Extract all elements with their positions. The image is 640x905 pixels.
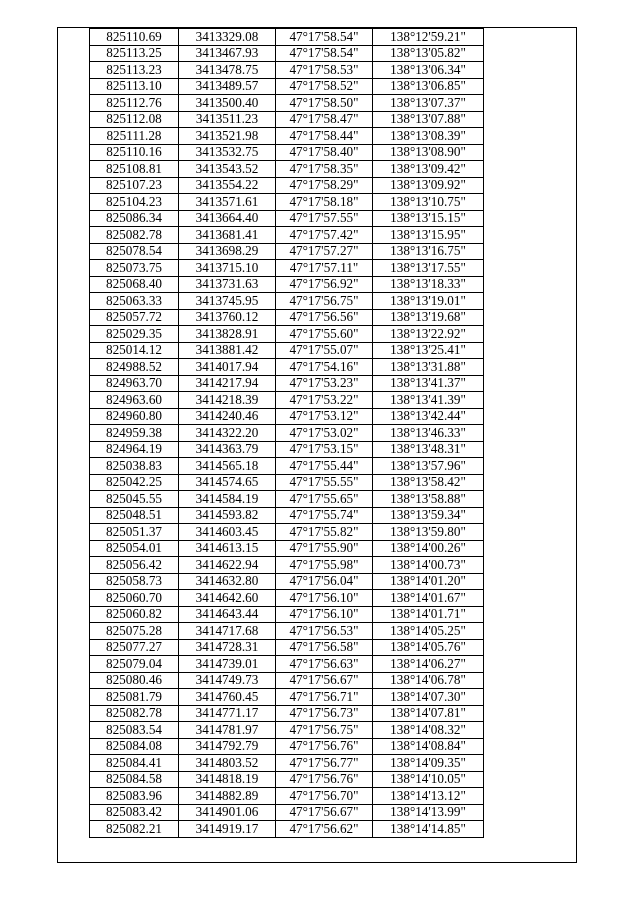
longitude-cell: 138°13'41.39"	[373, 392, 484, 409]
longitude-cell: 138°13'07.37"	[373, 95, 484, 112]
easting-cell: 825082.78	[90, 705, 179, 722]
longitude-cell: 138°13'17.55"	[373, 260, 484, 277]
easting-cell: 825014.12	[90, 342, 179, 359]
longitude-cell: 138°14'01.20"	[373, 573, 484, 590]
northing-cell: 3414749.73	[179, 672, 276, 689]
northing-cell: 3414781.97	[179, 722, 276, 739]
northing-cell: 3413681.41	[179, 227, 276, 244]
northing-cell: 3413532.75	[179, 144, 276, 161]
easting-cell: 825079.04	[90, 656, 179, 673]
longitude-cell: 138°13'08.90"	[373, 144, 484, 161]
table-row	[90, 128, 484, 145]
latitude-cell: 47°17'55.74"	[276, 507, 373, 524]
easting-cell: 825081.79	[90, 689, 179, 706]
table-row	[90, 210, 484, 227]
latitude-cell: 47°17'58.52"	[276, 78, 373, 95]
table-row	[90, 771, 484, 788]
table-row	[90, 639, 484, 656]
northing-cell: 3413467.93	[179, 45, 276, 62]
longitude-cell: 138°13'58.88"	[373, 491, 484, 508]
easting-cell: 825077.27	[90, 639, 179, 656]
latitude-cell: 47°17'58.47"	[276, 111, 373, 128]
table-row	[90, 738, 484, 755]
longitude-cell: 138°14'05.76"	[373, 639, 484, 656]
longitude-cell: 138°13'46.33"	[373, 425, 484, 442]
table-row	[90, 606, 484, 623]
latitude-cell: 47°17'56.76"	[276, 771, 373, 788]
northing-cell: 3414771.17	[179, 705, 276, 722]
latitude-cell: 47°17'55.44"	[276, 458, 373, 475]
latitude-cell: 47°17'54.16"	[276, 359, 373, 376]
northing-cell: 3413329.08	[179, 29, 276, 46]
easting-cell: 825068.40	[90, 276, 179, 293]
table-row	[90, 755, 484, 772]
coordinates-table-body	[90, 29, 484, 838]
northing-cell: 3413828.91	[179, 326, 276, 343]
latitude-cell: 47°17'56.70"	[276, 788, 373, 805]
longitude-cell: 138°14'05.25"	[373, 623, 484, 640]
latitude-cell: 47°17'56.76"	[276, 738, 373, 755]
table-row	[90, 45, 484, 62]
easting-cell: 825104.23	[90, 194, 179, 211]
longitude-cell: 138°13'07.88"	[373, 111, 484, 128]
northing-cell: 3414717.68	[179, 623, 276, 640]
latitude-cell: 47°17'58.40"	[276, 144, 373, 161]
table-row	[90, 342, 484, 359]
table-row	[90, 540, 484, 557]
northing-cell: 3414622.94	[179, 557, 276, 574]
easting-cell: 825080.46	[90, 672, 179, 689]
longitude-cell: 138°14'13.12"	[373, 788, 484, 805]
northing-cell: 3414792.79	[179, 738, 276, 755]
longitude-cell: 138°13'42.44"	[373, 408, 484, 425]
easting-cell: 825073.75	[90, 260, 179, 277]
latitude-cell: 47°17'53.12"	[276, 408, 373, 425]
latitude-cell: 47°17'58.18"	[276, 194, 373, 211]
easting-cell: 825029.35	[90, 326, 179, 343]
easting-cell: 825057.72	[90, 309, 179, 326]
coordinates-table	[89, 28, 484, 838]
latitude-cell: 47°17'56.04"	[276, 573, 373, 590]
latitude-cell: 47°17'56.53"	[276, 623, 373, 640]
northing-cell: 3413511.23	[179, 111, 276, 128]
northing-cell: 3413760.12	[179, 309, 276, 326]
easting-cell: 825082.21	[90, 821, 179, 838]
easting-cell: 825110.69	[90, 29, 179, 46]
northing-cell: 3414739.01	[179, 656, 276, 673]
table-row	[90, 111, 484, 128]
easting-cell: 825060.70	[90, 590, 179, 607]
table-row	[90, 573, 484, 590]
table-row	[90, 524, 484, 541]
easting-cell: 825084.41	[90, 755, 179, 772]
longitude-cell: 138°13'15.15"	[373, 210, 484, 227]
easting-cell: 825082.78	[90, 227, 179, 244]
easting-cell: 825078.54	[90, 243, 179, 260]
longitude-cell: 138°14'08.84"	[373, 738, 484, 755]
table-row	[90, 309, 484, 326]
easting-cell: 825107.23	[90, 177, 179, 194]
table-row	[90, 293, 484, 310]
easting-cell: 825045.55	[90, 491, 179, 508]
latitude-cell: 47°17'56.63"	[276, 656, 373, 673]
latitude-cell: 47°17'55.65"	[276, 491, 373, 508]
longitude-cell: 138°14'10.05"	[373, 771, 484, 788]
table-row	[90, 408, 484, 425]
table-row	[90, 722, 484, 739]
northing-cell: 3413489.57	[179, 78, 276, 95]
longitude-cell: 138°13'31.88"	[373, 359, 484, 376]
northing-cell: 3413543.52	[179, 161, 276, 178]
easting-cell: 825113.23	[90, 62, 179, 79]
easting-cell: 825083.96	[90, 788, 179, 805]
easting-cell: 825056.42	[90, 557, 179, 574]
table-row	[90, 161, 484, 178]
northing-cell: 3413731.63	[179, 276, 276, 293]
longitude-cell: 138°12'59.21"	[373, 29, 484, 46]
northing-cell: 3414642.60	[179, 590, 276, 607]
latitude-cell: 47°17'53.15"	[276, 441, 373, 458]
latitude-cell: 47°17'58.54"	[276, 45, 373, 62]
easting-cell: 824988.52	[90, 359, 179, 376]
latitude-cell: 47°17'58.35"	[276, 161, 373, 178]
easting-cell: 825084.08	[90, 738, 179, 755]
table-row	[90, 95, 484, 112]
longitude-cell: 138°14'07.81"	[373, 705, 484, 722]
easting-cell: 825058.73	[90, 573, 179, 590]
longitude-cell: 138°13'05.82"	[373, 45, 484, 62]
table-row	[90, 672, 484, 689]
longitude-cell: 138°14'13.99"	[373, 804, 484, 821]
northing-cell: 3413664.40	[179, 210, 276, 227]
longitude-cell: 138°14'07.30"	[373, 689, 484, 706]
latitude-cell: 47°17'56.75"	[276, 293, 373, 310]
northing-cell: 3414613.15	[179, 540, 276, 557]
longitude-cell: 138°13'22.92"	[373, 326, 484, 343]
northing-cell: 3414760.45	[179, 689, 276, 706]
northing-cell: 3413478.75	[179, 62, 276, 79]
table-row	[90, 243, 484, 260]
latitude-cell: 47°17'56.62"	[276, 821, 373, 838]
table-row	[90, 194, 484, 211]
longitude-cell: 138°14'01.67"	[373, 590, 484, 607]
table-row	[90, 392, 484, 409]
longitude-cell: 138°13'09.92"	[373, 177, 484, 194]
northing-cell: 3413521.98	[179, 128, 276, 145]
latitude-cell: 47°17'57.27"	[276, 243, 373, 260]
latitude-cell: 47°17'58.50"	[276, 95, 373, 112]
easting-cell: 825051.37	[90, 524, 179, 541]
easting-cell: 825086.34	[90, 210, 179, 227]
easting-cell: 825110.16	[90, 144, 179, 161]
easting-cell: 825111.28	[90, 128, 179, 145]
longitude-cell: 138°13'19.68"	[373, 309, 484, 326]
table-row	[90, 491, 484, 508]
easting-cell: 825084.58	[90, 771, 179, 788]
table-row	[90, 177, 484, 194]
northing-cell: 3413571.61	[179, 194, 276, 211]
table-row	[90, 144, 484, 161]
northing-cell: 3414240.46	[179, 408, 276, 425]
table-row	[90, 425, 484, 442]
easting-cell: 824963.60	[90, 392, 179, 409]
northing-cell: 3414603.45	[179, 524, 276, 541]
longitude-cell: 138°13'59.34"	[373, 507, 484, 524]
latitude-cell: 47°17'55.90"	[276, 540, 373, 557]
latitude-cell: 47°17'55.55"	[276, 474, 373, 491]
easting-cell: 825048.51	[90, 507, 179, 524]
easting-cell: 825112.76	[90, 95, 179, 112]
easting-cell: 825075.28	[90, 623, 179, 640]
table-row	[90, 78, 484, 95]
easting-cell: 825060.82	[90, 606, 179, 623]
latitude-cell: 47°17'56.58"	[276, 639, 373, 656]
northing-cell: 3414728.31	[179, 639, 276, 656]
table-row	[90, 29, 484, 46]
easting-cell: 825054.01	[90, 540, 179, 557]
easting-cell: 825063.33	[90, 293, 179, 310]
table-row	[90, 689, 484, 706]
longitude-cell: 138°13'59.80"	[373, 524, 484, 541]
easting-cell: 824964.19	[90, 441, 179, 458]
northing-cell: 3413881.42	[179, 342, 276, 359]
northing-cell: 3414643.44	[179, 606, 276, 623]
longitude-cell: 138°13'25.41"	[373, 342, 484, 359]
longitude-cell: 138°14'09.35"	[373, 755, 484, 772]
longitude-cell: 138°14'06.27"	[373, 656, 484, 673]
longitude-cell: 138°13'08.39"	[373, 128, 484, 145]
northing-cell: 3414322.20	[179, 425, 276, 442]
table-row	[90, 474, 484, 491]
northing-cell: 3414218.39	[179, 392, 276, 409]
latitude-cell: 47°17'56.10"	[276, 606, 373, 623]
table-row	[90, 276, 484, 293]
latitude-cell: 47°17'58.54"	[276, 29, 373, 46]
table-row	[90, 375, 484, 392]
table-row	[90, 507, 484, 524]
northing-cell: 3414574.65	[179, 474, 276, 491]
latitude-cell: 47°17'56.67"	[276, 804, 373, 821]
northing-cell: 3413745.95	[179, 293, 276, 310]
easting-cell: 825038.83	[90, 458, 179, 475]
table-row	[90, 62, 484, 79]
northing-cell: 3414818.19	[179, 771, 276, 788]
latitude-cell: 47°17'56.92"	[276, 276, 373, 293]
table-row	[90, 441, 484, 458]
northing-cell: 3413698.29	[179, 243, 276, 260]
latitude-cell: 47°17'57.11"	[276, 260, 373, 277]
northing-cell: 3414584.19	[179, 491, 276, 508]
northing-cell: 3414901.06	[179, 804, 276, 821]
latitude-cell: 47°17'56.71"	[276, 689, 373, 706]
table-row	[90, 260, 484, 277]
easting-cell: 824963.70	[90, 375, 179, 392]
longitude-cell: 138°13'19.01"	[373, 293, 484, 310]
northing-cell: 3414593.82	[179, 507, 276, 524]
longitude-cell: 138°14'01.71"	[373, 606, 484, 623]
latitude-cell: 47°17'58.44"	[276, 128, 373, 145]
longitude-cell: 138°14'14.85"	[373, 821, 484, 838]
longitude-cell: 138°13'18.33"	[373, 276, 484, 293]
latitude-cell: 47°17'55.07"	[276, 342, 373, 359]
longitude-cell: 138°14'00.26"	[373, 540, 484, 557]
northing-cell: 3413554.22	[179, 177, 276, 194]
easting-cell: 824959.38	[90, 425, 179, 442]
northing-cell: 3414803.52	[179, 755, 276, 772]
easting-cell: 824960.80	[90, 408, 179, 425]
latitude-cell: 47°17'53.02"	[276, 425, 373, 442]
northing-cell: 3413715.10	[179, 260, 276, 277]
latitude-cell: 47°17'57.42"	[276, 227, 373, 244]
table-row	[90, 788, 484, 805]
latitude-cell: 47°17'55.98"	[276, 557, 373, 574]
latitude-cell: 47°17'58.29"	[276, 177, 373, 194]
longitude-cell: 138°13'48.31"	[373, 441, 484, 458]
easting-cell: 825112.08	[90, 111, 179, 128]
northing-cell: 3414882.89	[179, 788, 276, 805]
table-row	[90, 705, 484, 722]
longitude-cell: 138°13'06.34"	[373, 62, 484, 79]
northing-cell: 3413500.40	[179, 95, 276, 112]
easting-cell: 825113.10	[90, 78, 179, 95]
northing-cell: 3414919.17	[179, 821, 276, 838]
northing-cell: 3414632.80	[179, 573, 276, 590]
longitude-cell: 138°13'57.96"	[373, 458, 484, 475]
table-row	[90, 804, 484, 821]
northing-cell: 3414565.18	[179, 458, 276, 475]
table-row	[90, 557, 484, 574]
northing-cell: 3414017.94	[179, 359, 276, 376]
easting-cell: 825042.25	[90, 474, 179, 491]
longitude-cell: 138°14'08.32"	[373, 722, 484, 739]
longitude-cell: 138°14'06.78"	[373, 672, 484, 689]
table-row	[90, 821, 484, 838]
longitude-cell: 138°13'41.37"	[373, 375, 484, 392]
longitude-cell: 138°13'06.85"	[373, 78, 484, 95]
easting-cell: 825113.25	[90, 45, 179, 62]
northing-cell: 3414217.94	[179, 375, 276, 392]
latitude-cell: 47°17'58.53"	[276, 62, 373, 79]
longitude-cell: 138°13'10.75"	[373, 194, 484, 211]
latitude-cell: 47°17'56.56"	[276, 309, 373, 326]
longitude-cell: 138°13'16.75"	[373, 243, 484, 260]
latitude-cell: 47°17'53.23"	[276, 375, 373, 392]
longitude-cell: 138°13'09.42"	[373, 161, 484, 178]
latitude-cell: 47°17'56.75"	[276, 722, 373, 739]
northing-cell: 3414363.79	[179, 441, 276, 458]
latitude-cell: 47°17'53.22"	[276, 392, 373, 409]
latitude-cell: 47°17'56.73"	[276, 705, 373, 722]
table-row	[90, 590, 484, 607]
table-row	[90, 326, 484, 343]
table-row	[90, 458, 484, 475]
latitude-cell: 47°17'56.67"	[276, 672, 373, 689]
easting-cell: 825083.42	[90, 804, 179, 821]
easting-cell: 825108.81	[90, 161, 179, 178]
table-row	[90, 623, 484, 640]
easting-cell: 825083.54	[90, 722, 179, 739]
longitude-cell: 138°13'15.95"	[373, 227, 484, 244]
table-row	[90, 359, 484, 376]
longitude-cell: 138°13'58.42"	[373, 474, 484, 491]
latitude-cell: 47°17'55.60"	[276, 326, 373, 343]
longitude-cell: 138°14'00.73"	[373, 557, 484, 574]
table-row	[90, 656, 484, 673]
latitude-cell: 47°17'56.77"	[276, 755, 373, 772]
latitude-cell: 47°17'56.10"	[276, 590, 373, 607]
latitude-cell: 47°17'57.55"	[276, 210, 373, 227]
latitude-cell: 47°17'55.82"	[276, 524, 373, 541]
table-row	[90, 227, 484, 244]
